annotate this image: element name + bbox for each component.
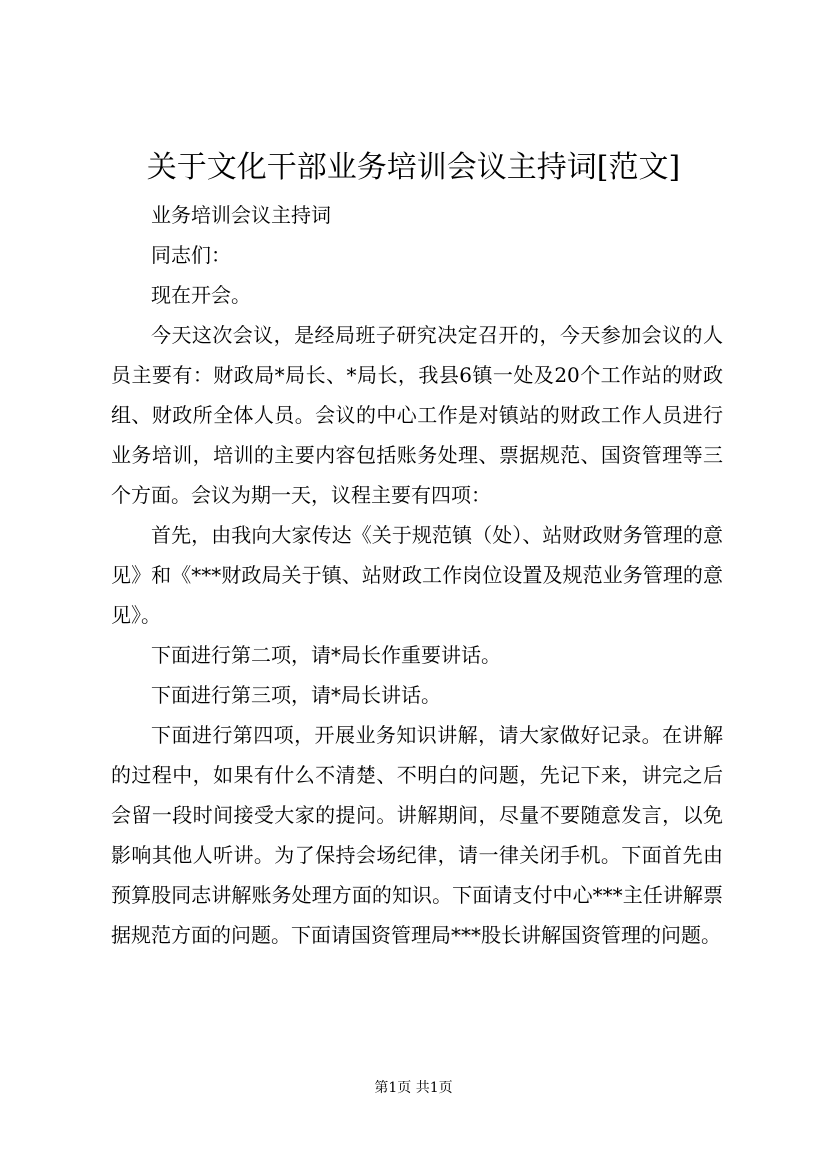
page-footer: 第1页 共1页 bbox=[374, 1080, 453, 1096]
paragraph: 今天这次会议，是经局班子研究决定召开的，今天参加会议的人员主要有：财政局*局长、*局长，我县6镇一处及20个工作站的财政组、财政所全体人员。会议的中心工作是对镇站的财政工作人员进行业务培训，培训的主要内容包括账务处理、票据规范、国资管理等三个方面。会议为期一天，议程主要有四项： bbox=[111, 323, 723, 507]
document-body bbox=[111, 195, 723, 955]
paragraph: 下面进行第二项，请*局长作重要讲话。 bbox=[151, 643, 501, 667]
paragraph: 下面进行第四项，开展业务知识讲解，请大家做好记录。在讲解的过程中，如果有什么不清楚、不明白的问题，先记下来，讲完之后会留一段时间接受大家的提问。讲解期间，尽量不要随意发言，以免影响其他人听讲。为了保持会场纪律，请一律关闭手机。下面首先由预算股同志讲解账务处理方面的知识。下面请支付中心***主任讲解票据规范方面的问题。下面请国资管理局***股长讲解国资管理的问题。 bbox=[111, 723, 723, 947]
document-title: 关于文化干部业务培训会议主持词[范文] bbox=[146, 150, 681, 185]
paragraph: 现在开会。 bbox=[151, 283, 251, 307]
paragraph: 首先，由我向大家传达《关于规范镇（处）、站财政财务管理的意见》和《***财政局关于镇、站财政工作岗位设置及规范业务管理的意见》。 bbox=[111, 523, 723, 627]
paragraph: 业务培训会议主持词 bbox=[151, 203, 331, 227]
paragraph: 同志们： bbox=[151, 243, 231, 267]
paragraph: 下面进行第三项，请*局长讲话。 bbox=[151, 683, 441, 707]
